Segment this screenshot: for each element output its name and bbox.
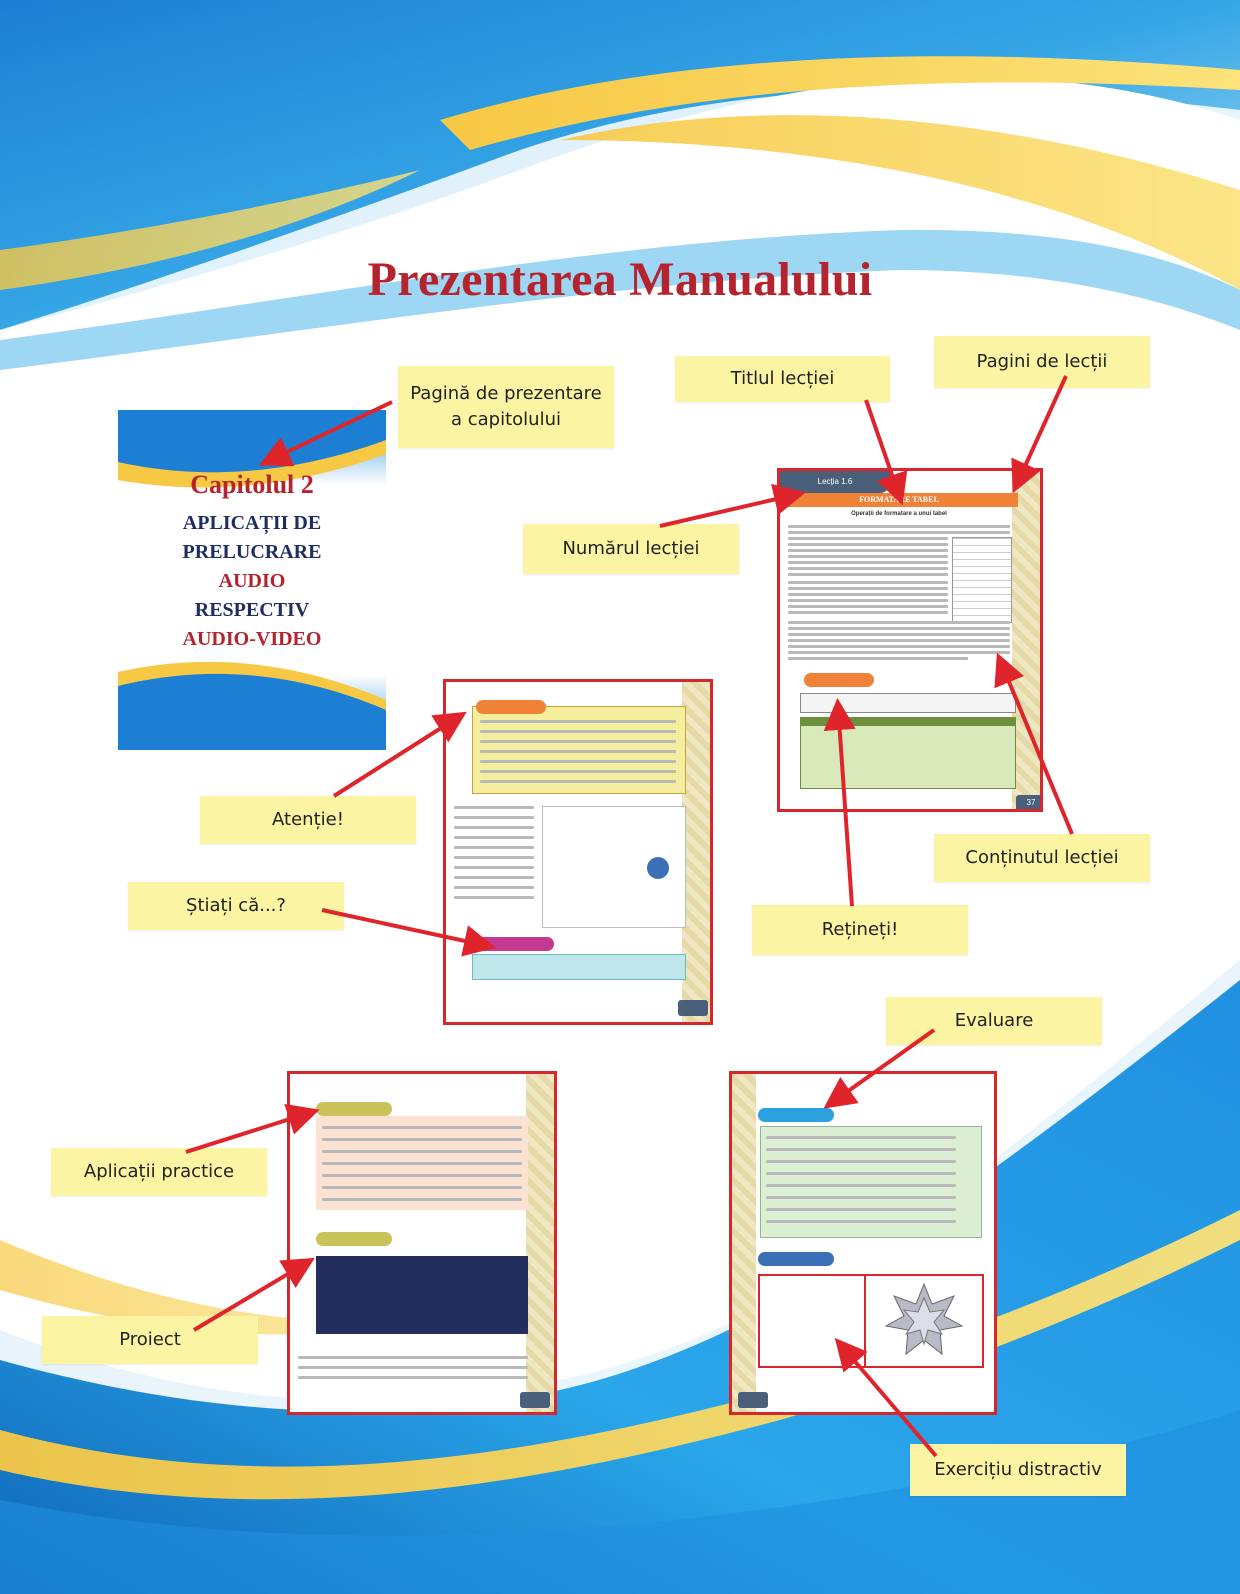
label-exercitiu-distractiv: Exercițiu distractiv: [910, 1444, 1126, 1496]
label-retineti: Rețineți!: [752, 905, 968, 955]
arrow-aplicatii-practice: [186, 1112, 312, 1152]
page-title: Prezentarea Manualului: [367, 253, 873, 306]
cover-line: APLICAȚII DE: [182, 512, 322, 534]
label-continutul-lectiei: Conținutul lecției: [934, 834, 1150, 882]
label-stiati-ca: Știați că...?: [128, 882, 344, 930]
cover-chapter-title: Capitolul 2: [190, 470, 314, 499]
arrow-atentie: [334, 716, 460, 796]
arrow-proiect: [194, 1262, 308, 1330]
arrow-stiati-ca: [322, 910, 488, 946]
arrow-exercitiu-distractiv: [840, 1344, 936, 1456]
cover-line: PRELUCRARE: [182, 541, 322, 563]
label-numarul-lectiei: Numărul lecției: [523, 524, 739, 574]
lesson-title-bar: FORMATARE TABEL: [780, 493, 1018, 507]
label-pagini-lectii: Pagini de lecții: [934, 336, 1150, 388]
label-proiect: Proiect: [42, 1316, 258, 1364]
arrow-retineti: [838, 706, 852, 906]
label-evaluare: Evaluare: [886, 997, 1102, 1045]
lesson-subtitle: Operații de formatare a unui tabel: [851, 511, 947, 517]
label-atentie: Atenție!: [200, 796, 416, 844]
cover-line: AUDIO: [218, 570, 286, 592]
page-number: 37: [1016, 795, 1043, 811]
lesson-number-tab: Lecția 1.6: [780, 471, 890, 493]
arrow-evaluare: [830, 1030, 934, 1104]
arrow-titlul-lectiei: [866, 400, 900, 498]
cover-line: RESPECTIV: [194, 599, 310, 621]
cover-line: AUDIO-VIDEO: [182, 628, 322, 650]
arrow-pagini-lectii: [1016, 376, 1066, 486]
arrow-numarul-lectiei: [660, 494, 798, 526]
label-pagina-prezentare: Pagină de prezentare a capitolului: [398, 366, 614, 448]
arrow-continutul-lectiei: [1000, 660, 1072, 834]
label-titlul-lectiei: Titlul lecției: [675, 356, 890, 402]
arrow-pagina-prezentare: [266, 402, 392, 462]
label-aplicatii-practice: Aplicații practice: [51, 1148, 267, 1196]
